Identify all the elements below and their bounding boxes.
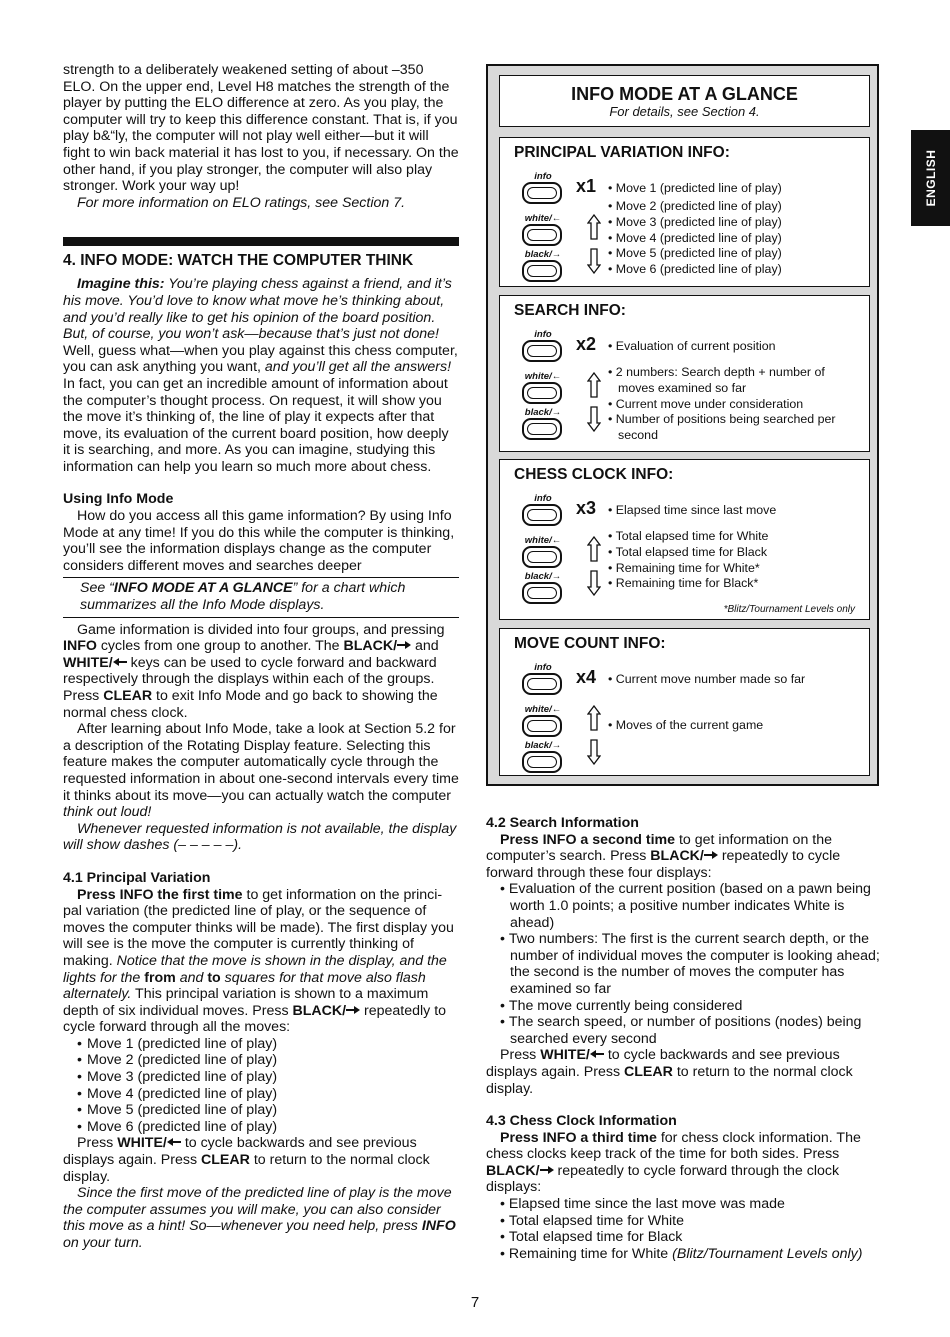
up-arrow-icon xyxy=(587,536,601,562)
list-item: • Total elapsed time for Black xyxy=(500,1229,683,1246)
subheading: 4.1 Principal Variation xyxy=(63,869,211,886)
info-key: info xyxy=(520,494,566,526)
up-arrow-icon xyxy=(587,214,601,240)
section-heading: 4. INFO MODE: WATCH THE COMPUTER THINK xyxy=(63,252,414,270)
down-arrow-icon xyxy=(587,570,601,596)
list-item: • Elapsed time since the last move was made xyxy=(500,1196,785,1213)
info-key: info xyxy=(520,172,566,204)
list-item: • Evaluation of the current position (based on a pawn being worth 1.0 points; a positive number indicates White is ahead) xyxy=(500,881,871,931)
principal-variation-section xyxy=(499,137,870,287)
left-column xyxy=(63,62,459,1252)
right-arrow-icon xyxy=(704,851,718,859)
black-key: black/→ xyxy=(520,408,566,440)
list-item: • Move 6 (predicted line of play) xyxy=(608,262,860,278)
subheading: Using Info Mode xyxy=(63,491,174,508)
display-list xyxy=(608,529,860,592)
white-key: white/← xyxy=(520,536,566,568)
list-item: • Total elapsed time for White xyxy=(500,1212,684,1229)
list-item: • Move 2 (predicted line of play) xyxy=(63,1052,459,1069)
list-item: • Move 3 (predicted line of play) xyxy=(63,1069,459,1086)
left-arrow-icon xyxy=(590,1050,604,1058)
paragraph: Press WHITE/ to cycle backwards and see previous displays again. Press CLEAR to return to the normal clock display. xyxy=(486,1047,853,1097)
list-item: • Total elapsed time for Black xyxy=(608,545,860,561)
paragraph: Whenever requested information is not available, the display will show dashes (– – – – –). xyxy=(63,820,457,854)
display-list xyxy=(608,365,860,444)
right-arrow-icon xyxy=(346,1006,360,1014)
first-display: • Move 1 (predicted line of play) xyxy=(608,181,863,197)
right-column xyxy=(486,815,882,1262)
black-key-icon xyxy=(522,260,562,282)
right-arrow-icon xyxy=(397,641,411,649)
display-list xyxy=(608,199,860,278)
list-item: • Move 6 (predicted line of play) xyxy=(63,1119,459,1136)
subheading: 4.2 Search Information xyxy=(486,815,639,831)
press-count: x2 xyxy=(576,334,597,354)
black-key: black/→ xyxy=(520,572,566,604)
paragraph: Imagine this: You’re playing chess against a friend, and it’s his move. You’d love to know what move he’s thinking about, and you’d really like to get his opinion of the board position. But, of course, you won’t ask—because that’s just not done! Well, guess what—when you play against this chess computer, you can ask anything you want, and you’ll get all the answers! In fact, you can get an incredible amount of information about the computer’s thought process. On request, it will show you the move it’s thinking of, the line of play it expects after that move, its evaluation of the current board position, how deeply it is searching, and more. As you can imagine, studying this information can help you learn so much more about chess. xyxy=(63,276,458,475)
info-key-icon xyxy=(522,504,562,526)
list-item: • Move 5 (predicted line of play) xyxy=(608,246,860,262)
up-arrow-icon xyxy=(587,705,601,731)
white-key: white/← xyxy=(520,705,566,737)
paragraph: Since the first move of the predicted line of play is the move the computer assumes you will make, you can also consider this move as a hint! So—whenever you need help, press INFO on your turn. xyxy=(63,1185,456,1251)
list-item: • Moves of the current game xyxy=(608,718,860,734)
left-arrow-icon xyxy=(167,1138,181,1146)
info-key-icon xyxy=(522,340,562,362)
white-key-icon xyxy=(522,715,562,737)
paragraph: Press WHITE/ to cycle backwards and see previous displays again. Press CLEAR to return to the normal clock display. xyxy=(63,1135,430,1185)
list-item: • Remaining time for Black* xyxy=(608,576,860,592)
white-key-icon xyxy=(522,546,562,568)
chart-title: INFO MODE AT A GLANCE xyxy=(571,84,798,104)
list-item: • The search speed, or number of positions (nodes) being searched every second xyxy=(500,1014,862,1047)
list-item: • Number of positions being searched per second xyxy=(608,412,860,444)
chart-header xyxy=(499,75,870,127)
paragraph: strength to a deliberately weakened setting of about –350 ELO. On the upper end, Level H8 matches the strength of the player by putting the ELO difference at zero. As you play, the computer will try to keep this difference constant. That is, if you play b&“ly, the computer will not play well either—but it will fight to win back material it has lost to you, if necessary. On the other hand, if you play stronger, the computer will also play stronger. Work your way up! xyxy=(63,62,459,195)
subheading: 4.3 Chess Clock Information xyxy=(486,1113,677,1130)
press-count: x4 xyxy=(576,667,597,687)
list-item: • Total elapsed time for White xyxy=(608,529,860,545)
first-display: • Evaluation of current position xyxy=(608,339,863,355)
paragraph: Game information is divided into four groups, and pressing INFO cycles from one group to another. The BLACK/ and WHITE/ keys can be used to cycle forward and backward respectively through the displays within each of the groups. Press CLEAR to exit Info Mode and go back to showing the normal chess clock. xyxy=(63,621,445,721)
clock-list xyxy=(486,1196,882,1262)
list-item: • Remaining time for White* xyxy=(608,561,860,577)
list-item: • Move 3 (predicted line of play) xyxy=(608,215,860,231)
info-key-icon xyxy=(522,673,562,695)
search-list xyxy=(486,881,882,1047)
down-arrow-icon xyxy=(587,248,601,274)
section-title: CHESS CLOCK INFO: xyxy=(514,466,674,483)
first-display: • Elapsed time since last move xyxy=(608,503,863,519)
paragraph: Press INFO the first time to get information on the princi-pal variation (the predicted line of play, or the sequence of moves the computer thinks will be made). The first display you will see is the move the computer is currently thinking of making. Notice that the move is shown in the display, and the lights for the from and to squares for that move also flash alternately. This principal variation is shown to a maximum depth of six individual moves. Press BLACK/ repeatedly to cycle forward through all the moves: xyxy=(63,886,454,1036)
list-item: • Two numbers: The first is the current search depth, or the number of individual moves the computer is looking ahead; the second is the number of moves the computer has examined so far xyxy=(500,931,880,997)
white-key: white/← xyxy=(520,372,566,404)
white-key: white/← xyxy=(520,214,566,246)
moves-list xyxy=(63,1036,459,1136)
section-title: MOVE COUNT INFO: xyxy=(514,635,666,652)
list-item: • Remaining time for White (Blitz/Tournament Levels only) xyxy=(500,1245,863,1262)
search-info-section xyxy=(499,295,870,452)
black-key-icon xyxy=(522,418,562,440)
right-arrow-icon xyxy=(540,1166,554,1174)
black-key-icon xyxy=(522,582,562,604)
chess-clock-section xyxy=(499,459,870,620)
section-title: SEARCH INFO: xyxy=(514,302,626,319)
press-count: x1 xyxy=(576,176,597,196)
first-display: • Current move number made so far xyxy=(608,672,863,688)
info-mode-chart xyxy=(486,64,879,786)
paragraph: Press INFO a second time to get information on the computer’s search. Press BLACK/ repeatedly to cycle forward through these four displays: xyxy=(486,831,841,881)
list-item: • Move 4 (predicted line of play) xyxy=(63,1086,459,1103)
footnote: *Blitz/Tournament Levels only xyxy=(723,604,855,615)
paragraph: For more information on ELO ratings, see Section 7. xyxy=(77,194,406,211)
info-key: info xyxy=(520,663,566,695)
section-title: PRINCIPAL VARIATION INFO: xyxy=(514,144,730,161)
info-key: info xyxy=(520,330,566,362)
move-count-section xyxy=(499,628,870,776)
white-key-icon xyxy=(522,382,562,404)
black-key: black/→ xyxy=(520,250,566,282)
page-number: 7 xyxy=(470,1294,480,1311)
down-arrow-icon xyxy=(587,406,601,432)
list-item: • Move 5 (predicted line of play) xyxy=(63,1102,459,1119)
display-list xyxy=(608,718,860,734)
list-item: • Current move under consideration xyxy=(608,397,860,413)
down-arrow-icon xyxy=(587,739,601,765)
list-item: • The move currently being considered xyxy=(500,997,743,1014)
chart-subtitle: For details, see Section 4. xyxy=(609,104,760,119)
paragraph: How do you access all this game information? By using Info Mode at any time! If you do this while the computer is thinking, you’ll see the information displays change as the computer considers different moves and searches deeper xyxy=(63,508,455,574)
black-key: black/→ xyxy=(520,741,566,773)
white-key-icon xyxy=(522,224,562,246)
paragraph: Press INFO a third time for chess clock information. The chess clocks keep track of the time for both sides. Press BLACK/ repeatedly to cycle forward through the clock displays: xyxy=(486,1129,861,1196)
section-divider xyxy=(63,237,459,246)
paragraph: After learning about Info Mode, take a look at Section 5.2 for a description of the Rotating Display feature. Selecting this feature makes the computer automatically cycle through the requested information in about one-second intervals every time it thinks about its move—you can actually watch the computer think out loud! xyxy=(63,721,459,821)
black-key-icon xyxy=(522,751,562,773)
list-item: • Move 1 (predicted line of play) xyxy=(63,1036,459,1053)
press-count: x3 xyxy=(576,498,597,518)
reference-note: See “INFO MODE AT A GLANCE” for a chart which summarizes all the Info Mode displays. xyxy=(63,577,459,617)
info-key-icon xyxy=(522,182,562,204)
list-item: • 2 numbers: Search depth + number of moves examined so far xyxy=(608,365,860,397)
up-arrow-icon xyxy=(587,372,601,398)
left-arrow-icon xyxy=(113,658,127,666)
list-item: • Move 2 (predicted line of play) xyxy=(608,199,860,215)
language-tab: ENGLISH xyxy=(911,130,950,226)
list-item: • Move 4 (predicted line of play) xyxy=(608,231,860,247)
